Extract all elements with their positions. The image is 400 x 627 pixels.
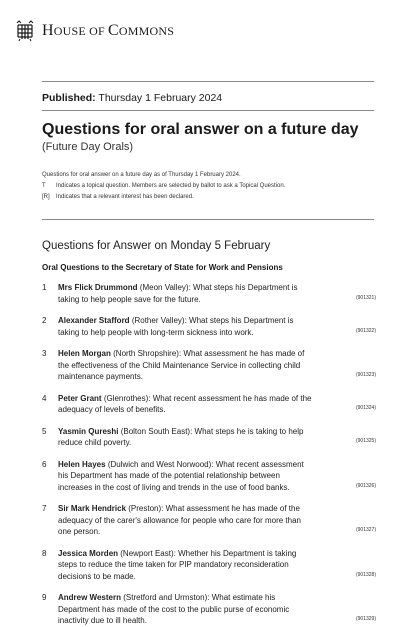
org-name-part: C: [108, 22, 119, 39]
question-ref: (901325): [355, 438, 376, 444]
published-line: [42, 92, 222, 104]
member-name: Jessica Morden: [58, 548, 119, 558]
constituency: (Preston):: [128, 504, 164, 513]
question-ref: (901328): [355, 571, 376, 578]
question-body: [58, 459, 316, 494]
published-date: Thursday 1 February 2024: [98, 92, 223, 104]
published-label: Published:: [42, 92, 96, 104]
question-body: [58, 426, 316, 449]
question-body: [58, 503, 316, 538]
question-item: [42, 315, 376, 338]
department-heading: Oral Questions to the Secretary of State for Work and Pensions: [42, 263, 283, 272]
question-item: [42, 503, 376, 538]
question-ref: (901322): [355, 327, 376, 334]
divider: [42, 81, 374, 82]
question-text: What steps he is taking to help reduce child poverty.: [58, 426, 304, 447]
constituency: (North Shropshire):: [113, 349, 182, 358]
question-body: [58, 282, 316, 305]
member-name: Yasmin Qureshi: [58, 426, 119, 436]
question-item: [42, 459, 376, 494]
constituency: (Glenrothes):: [103, 393, 151, 403]
question-item: [42, 592, 376, 627]
question-number: 5: [42, 426, 47, 436]
org-name-part: OMMONS: [118, 24, 175, 38]
page-title: Questions for oral answer on a future day: [42, 121, 359, 138]
question-body: [58, 592, 316, 627]
org-name: [42, 22, 174, 40]
member-name: Mrs Flick Drummond: [58, 283, 138, 292]
question-number: 6: [42, 459, 47, 469]
question-body: [58, 315, 316, 338]
question-item: [42, 548, 376, 583]
divider: [42, 110, 374, 111]
question-ref: (901321): [355, 294, 376, 301]
question-ref: (901323): [355, 372, 376, 378]
member-name: Sir Mark Hendrick: [58, 504, 127, 513]
member-name: Andrew Western: [58, 593, 121, 602]
constituency: (Newport East):: [120, 548, 176, 558]
question-item: [42, 426, 376, 449]
constituency: (Rother Valley):: [131, 316, 187, 325]
constituency: (Dulwich and West Norwood):: [107, 459, 214, 469]
question-item: [42, 282, 376, 305]
key-row: [42, 192, 285, 203]
question-text: What recent assessment his Department has made of the potential relationship between increases in the cost of living and trends in the use of food banks.: [58, 459, 304, 492]
question-number: 2: [42, 316, 47, 325]
question-text: Whether his Department is taking steps to reduce the time taken for PIP mandatory reconsideration decisions to be made.: [58, 548, 297, 581]
question-body: [58, 348, 316, 383]
portcullis-icon: [16, 20, 34, 42]
question-body: [58, 393, 316, 416]
member-name: Helen Morgan: [58, 349, 111, 358]
question-number: 9: [42, 593, 47, 602]
intro: [42, 170, 285, 203]
section-heading: Questions for Answer on Monday 5 February: [42, 240, 271, 252]
key-row: [42, 181, 285, 192]
question-number: 1: [42, 283, 47, 292]
question-text: What assessment he has made of the effectiveness of the Child Maintenance Service in collecting child maintenance payments.: [58, 349, 305, 381]
question-list: [42, 282, 376, 627]
member-name: Helen Hayes: [58, 459, 106, 469]
member-name: Alexander Stafford: [58, 316, 130, 325]
constituency: (Stretford and Urmston):: [123, 593, 210, 602]
key-symbol: [R]: [42, 194, 50, 200]
question-number: 8: [42, 548, 47, 558]
key-text: Indicates a topical question. Members are selected by ballot to ask a Topical Question.: [56, 183, 286, 189]
question-number: 7: [42, 504, 47, 513]
logo: [16, 20, 174, 42]
question-body: [58, 548, 316, 583]
question-text: What steps his Department is taking to help people with long-term sickness into work.: [58, 316, 294, 337]
constituency: (Bolton South East):: [120, 426, 193, 436]
key-symbol: T: [42, 183, 46, 189]
question-ref: (901327): [355, 527, 376, 533]
org-name-part: OUSE OF: [53, 24, 109, 38]
page-subtitle: (Future Day Orals): [42, 141, 134, 153]
constituency: (Meon Valley):: [139, 283, 191, 292]
question-number: 3: [42, 349, 47, 358]
question-number: 4: [42, 393, 47, 403]
question-item: [42, 348, 376, 383]
question-text: What assessment he has made of the adequacy of the carer's allowance for people who care for more than one person.: [58, 504, 301, 536]
question-text: What recent assessment he has made of the adequacy of levels of benefits.: [58, 393, 312, 414]
member-name: Peter Grant: [58, 393, 102, 403]
question-ref: (901324): [355, 405, 376, 411]
question-ref: (901326): [355, 482, 376, 489]
divider: [42, 219, 374, 220]
question-text: What steps his Department is taking to help people save for the future.: [58, 283, 298, 304]
org-name-part: H: [42, 22, 54, 39]
question-item: [42, 393, 376, 416]
intro-line: Questions for oral answer on a future day as of Thursday 1 February 2024.: [42, 172, 241, 178]
question-ref: (901329): [355, 616, 376, 622]
key-text: Indicates that a relevant interest has been declared.: [56, 194, 194, 200]
question-text: What estimate his Department has made of the cost to the public purse of economic inactivity due to ill health.: [58, 593, 290, 625]
